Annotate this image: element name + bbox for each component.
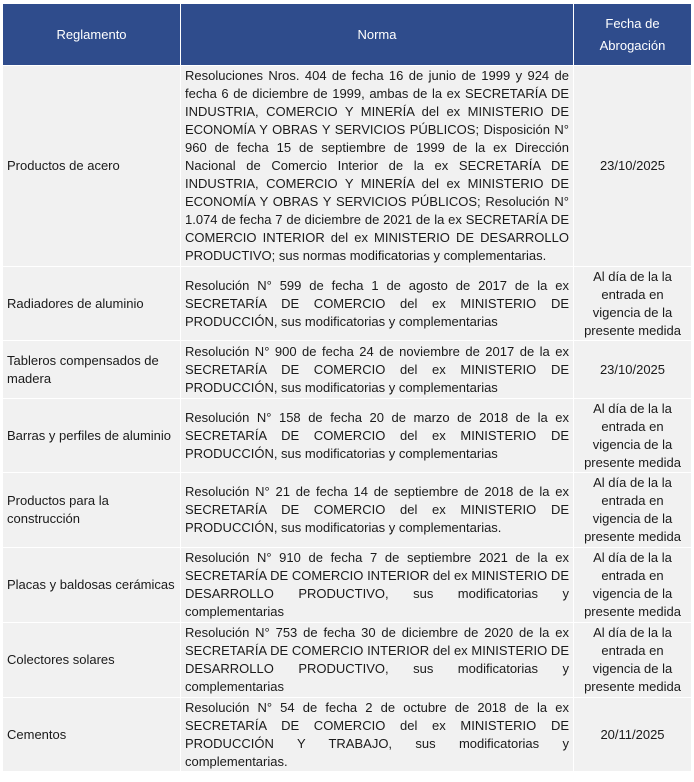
table-row <box>3 623 692 698</box>
table-row <box>3 548 692 623</box>
header-row <box>3 4 692 66</box>
reglamento-cell: Placas y baldosas cerámicas <box>3 548 181 623</box>
table-row <box>3 399 692 473</box>
norma-cell: Resolución N° 21 de fecha 14 de septiembre de 2018 de la ex SECRETARÍA DE COMERCIO del ex MINISTERIO DE PRODUCCIÓN, sus modificatorias y complementarias. <box>181 473 574 548</box>
norma-cell: Resolución N° 158 de fecha 20 de marzo de 2018 de la ex SECRETARÍA DE COMERCIO del ex MINISTERIO DE PRODUCCIÓN, sus modificatorias y complementarias <box>181 399 574 473</box>
fecha-cell: Al día de la la entrada en vigencia de la presente medida <box>574 623 692 698</box>
table-row <box>3 267 692 341</box>
norma-cell: Resolución N° 753 de fecha 30 de diciembre de 2020 de la ex SECRETARÍA DE COMERCIO INTERIOR del ex MINISTERIO DE DESARROLLO PRODUCTIVO, sus modificatorias y complementarias <box>181 623 574 698</box>
table-row <box>3 66 692 267</box>
fecha-cell: 20/11/2025 <box>574 698 692 772</box>
norma-cell: Resolución N° 54 de fecha 2 de octubre de 2018 de la ex SECRETARÍA DE COMERCIO del ex MINISTERIO DE PRODUCCIÓN Y TRABAJO, sus modificatorias y complementarias. <box>181 698 574 772</box>
regulations-table <box>2 3 692 772</box>
table-row <box>3 341 692 399</box>
reglamento-cell: Cementos <box>3 698 181 772</box>
header-fecha: Fecha de Abrogación <box>574 4 692 66</box>
table-row <box>3 473 692 548</box>
reglamento-cell: Tableros compensados de madera <box>3 341 181 399</box>
header-norma: Norma <box>181 4 574 66</box>
fecha-cell: Al día de la la entrada en vigencia de la presente medida <box>574 267 692 341</box>
fecha-cell: 23/10/2025 <box>574 66 692 267</box>
reglamento-cell: Barras y perfiles de aluminio <box>3 399 181 473</box>
table-row <box>3 698 692 772</box>
fecha-cell: Al día de la la entrada en vigencia de la presente medida <box>574 473 692 548</box>
reglamento-cell: Productos para la construcción <box>3 473 181 548</box>
norma-cell: Resoluciones Nros. 404 de fecha 16 de junio de 1999 y 924 de fecha 6 de diciembre de 1999, ambas de la ex SECRETARÍA DE INDUSTRIA, COMERCIO Y MINERÍA del ex MINISTERIO DE ECONOMÍA Y OBRAS Y SERVICIOS PÚBLICOS; Disposición N° 960 de fecha 15 de septiembre de 1999 de la ex Dirección Nacional de Comercio Interior de la ex SECRETARÍA DE INDUSTRIA, COMERCIO Y MINERÍA del ex MINISTERIO DE ECONOMÍA Y OBRAS Y SERVICIOS PÚBLICOS; Resolución N° 1.074 de fecha 7 de diciembre de 2021 de la ex SECRETARÍA DE COMERCIO INTERIOR del ex MINISTERIO DE DESARROLLO PRODUCTIVO; sus normas modificatorias y complementarias. <box>181 66 574 267</box>
norma-cell: Resolución N° 599 de fecha 1 de agosto de 2017 de la ex SECRETARÍA DE COMERCIO del ex MINISTERIO DE PRODUCCIÓN, sus modificatorias y complementarias <box>181 267 574 341</box>
fecha-cell: Al día de la la entrada en vigencia de la presente medida <box>574 548 692 623</box>
fecha-cell: Al día de la la entrada en vigencia de la presente medida <box>574 399 692 473</box>
fecha-cell: 23/10/2025 <box>574 341 692 399</box>
header-reglamento: Reglamento <box>3 4 181 66</box>
reglamento-cell: Radiadores de aluminio <box>3 267 181 341</box>
norma-cell: Resolución N° 910 de fecha 7 de septiembre 2021 de la ex SECRETARÍA DE COMERCIO INTERIOR del ex MINISTERIO DE DESARROLLO PRODUCTIVO, sus modificatorias y complementarias <box>181 548 574 623</box>
norma-cell: Resolución N° 900 de fecha 24 de noviembre de 2017 de la ex SECRETARÍA DE COMERCIO del ex MINISTERIO DE PRODUCCIÓN, sus modificatorias y complementarias <box>181 341 574 399</box>
reglamento-cell: Productos de acero <box>3 66 181 267</box>
reglamento-cell: Colectores solares <box>3 623 181 698</box>
